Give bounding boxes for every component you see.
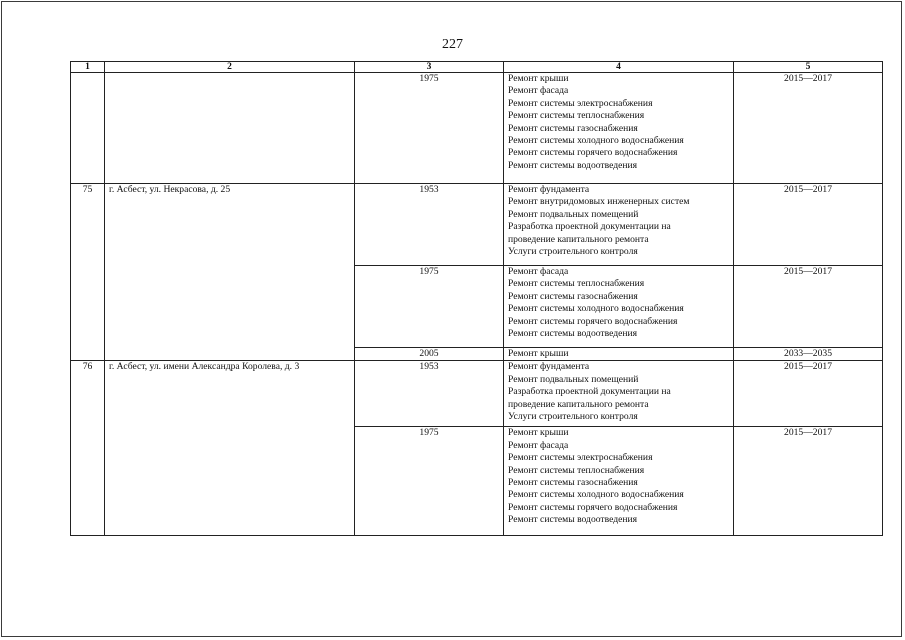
address-cell <box>105 73 355 184</box>
work-item: Ремонт подвальных помещений <box>508 208 639 220</box>
work-item: Ремонт системы теплоснабжения <box>508 464 645 476</box>
year-cell: 1953 <box>355 361 504 427</box>
item-number-cell <box>71 73 105 184</box>
year-cell: 1975 <box>355 73 504 184</box>
work-item: Ремонт системы водоотведения <box>508 514 638 526</box>
table-row <box>71 361 883 427</box>
work-item: Ремонт фасада <box>508 85 569 97</box>
col-header: 1 <box>71 62 105 73</box>
work-item: Ремонт фундамента <box>508 361 590 373</box>
work-item: Ремонт системы холодного водоснабжения <box>508 303 684 315</box>
work-item: Ремонт системы горячего водоснабжения <box>508 147 678 159</box>
work-item: Ремонт системы электроснабжения <box>508 452 653 464</box>
item-number-cell: 75 <box>71 184 105 361</box>
work-item: Ремонт системы водоотведения <box>508 159 638 171</box>
work-item: Ремонт системы горячего водоснабжения <box>508 315 678 327</box>
work-item: проведение капитального ремонта <box>508 233 649 245</box>
works-cell <box>504 184 734 266</box>
work-item: Ремонт системы газоснабжения <box>508 290 638 302</box>
work-item: Разработка проектной документации на <box>508 386 671 398</box>
item-number-cell: 76 <box>71 361 105 536</box>
address-cell: г. Асбест, ул. Некрасова, д. 25 <box>105 184 355 361</box>
work-item: Ремонт крыши <box>508 348 569 359</box>
work-item: Ремонт системы холодного водоснабжения <box>508 135 684 147</box>
work-item: Ремонт фасада <box>508 266 569 277</box>
works-cell <box>504 348 734 361</box>
works-cell <box>504 266 734 348</box>
repair-schedule-table <box>70 61 883 536</box>
period-cell: 2015—2017 <box>734 427 883 536</box>
col-header: 5 <box>734 62 883 73</box>
col-header: 4 <box>504 62 734 73</box>
work-item: Ремонт системы газоснабжения <box>508 477 638 489</box>
year-cell: 1953 <box>355 184 504 266</box>
work-item: проведение капитального ремонта <box>508 398 649 410</box>
col-header: 2 <box>105 62 355 73</box>
work-item: Ремонт системы холодного водоснабжения <box>508 489 684 501</box>
period-cell: 2015—2017 <box>734 73 883 184</box>
work-item: Ремонт подвальных помещений <box>508 373 639 385</box>
work-item: Ремонт фасада <box>508 439 569 451</box>
work-item: Ремонт крыши <box>508 73 569 84</box>
header-row <box>71 62 883 73</box>
year-cell: 2005 <box>355 348 504 361</box>
period-cell: 2033—2035 <box>734 348 883 361</box>
col-header: 3 <box>355 62 504 73</box>
work-item: Ремонт системы теплоснабжения <box>508 110 645 122</box>
table-row <box>71 184 883 266</box>
works-cell <box>504 73 734 184</box>
works-cell <box>504 427 734 536</box>
work-item: Ремонт крыши <box>508 427 569 439</box>
work-item: Услуги строительного контроля <box>508 411 638 423</box>
address-cell: г. Асбест, ул. имени Александра Королева, д. 3 <box>105 361 355 536</box>
work-item: Ремонт фундамента <box>508 184 590 195</box>
work-item: Услуги строительного контроля <box>508 246 638 258</box>
year-cell: 1975 <box>355 427 504 536</box>
work-item: Ремонт системы горячего водоснабжения <box>508 501 678 513</box>
period-cell: 2015—2017 <box>734 266 883 348</box>
work-item: Ремонт системы водоотведения <box>508 328 638 340</box>
work-item: Ремонт системы электроснабжения <box>508 97 653 109</box>
page-number: 227 <box>442 37 463 52</box>
period-cell: 2015—2017 <box>734 361 883 427</box>
work-item: Ремонт системы теплоснабжения <box>508 278 645 290</box>
work-item: Ремонт внутридомовых инженерных систем <box>508 196 690 208</box>
table-row <box>71 73 883 184</box>
work-item: Ремонт системы газоснабжения <box>508 122 638 134</box>
works-cell <box>504 361 734 427</box>
year-cell: 1975 <box>355 266 504 348</box>
work-item: Разработка проектной документации на <box>508 221 671 233</box>
period-cell: 2015—2017 <box>734 184 883 266</box>
